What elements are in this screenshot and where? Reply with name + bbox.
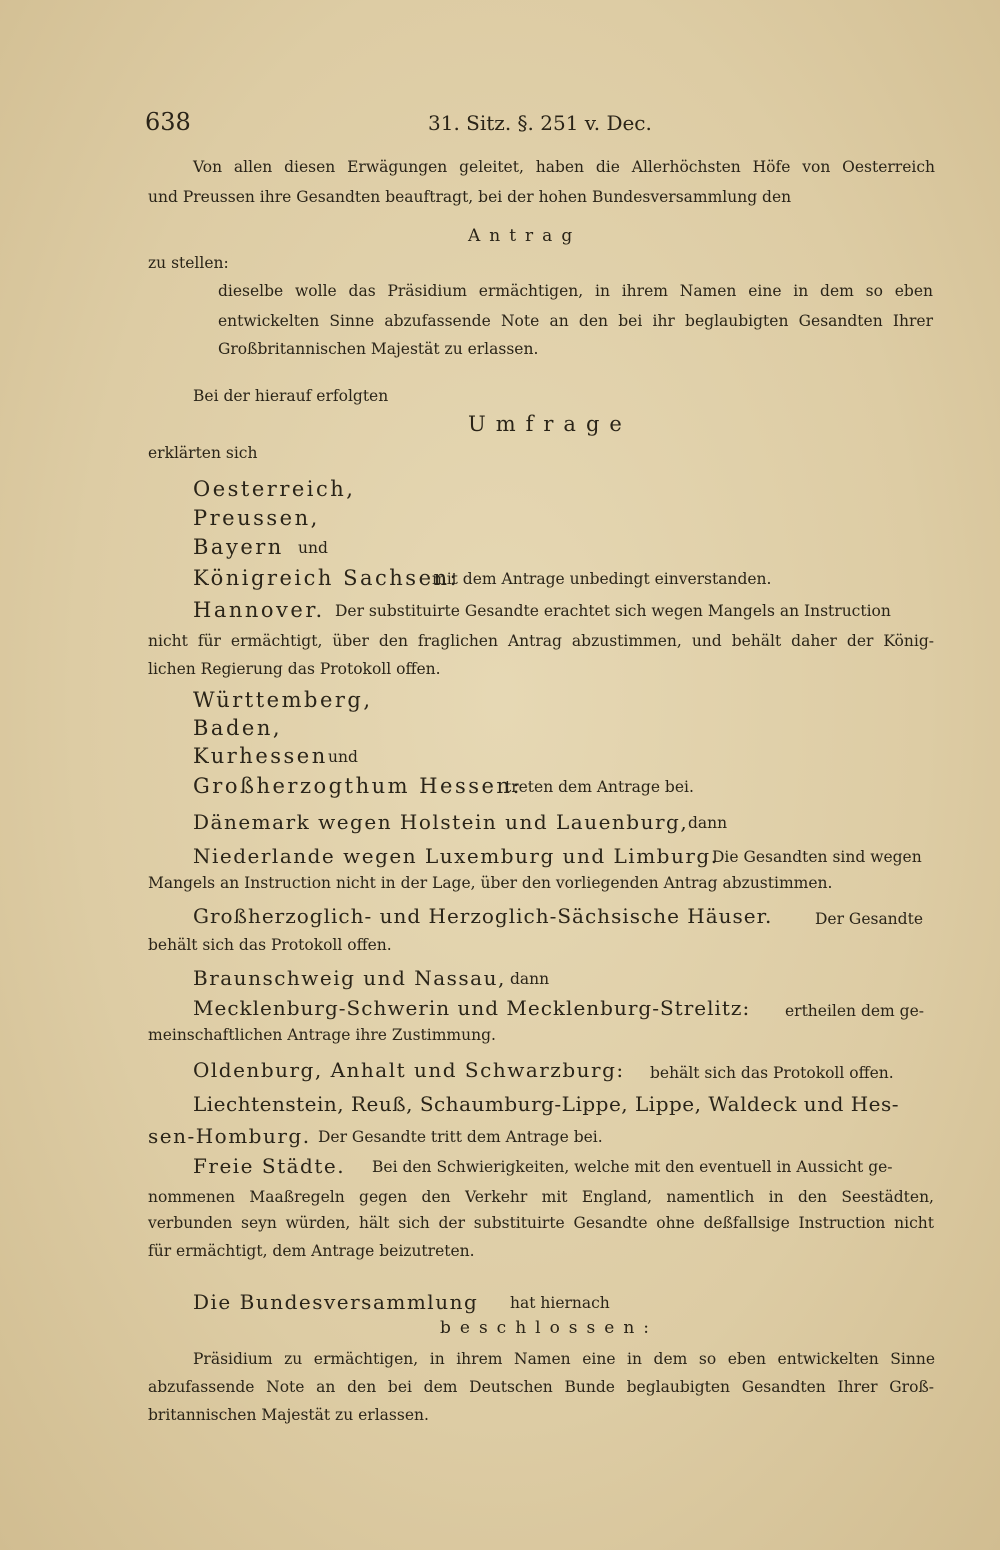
resolution-intro-rest: hat hiernach: [510, 1294, 610, 1312]
state-name: Württemberg,: [193, 688, 373, 712]
vote-text: Der substituirte Gesandte erachtet sich wegen Mangels an Instruction: [335, 602, 891, 620]
state-name: Niederlande wegen Luxemburg und Limburg.: [193, 844, 719, 868]
vote-text: ertheilen dem ge-: [785, 1002, 925, 1020]
state-name: Freie Städte.: [193, 1154, 346, 1178]
state-name: Großherzoglich- und Herzoglich-Sächsische Häuser.: [193, 904, 773, 928]
motion-line: Großbritannischen Majestät zu erlassen.: [218, 340, 539, 358]
state-name: Oesterreich,: [193, 477, 356, 501]
vote-text: mit dem Antrage unbedingt einverstanden.: [432, 570, 772, 588]
conjunction: und: [328, 748, 358, 766]
vote-text: Der Gesandte: [815, 910, 923, 928]
paragraph-line: Von allen diesen Erwägungen geleitet, haben die Allerhöchsten Höfe von Oesterreich: [193, 158, 935, 176]
state-name: Braunschweig und Nassau,: [193, 966, 506, 990]
state-name: Dänemark wegen Holstein und Lauenburg,: [193, 810, 689, 834]
vote-text: treten dem Antrage bei.: [505, 778, 694, 796]
vote-text: meinschaftlichen Antrage ihre Zustimmung.: [148, 1026, 496, 1044]
resolution-line: britannischen Majestät zu erlassen.: [148, 1406, 429, 1424]
section-heading-umfrage: Umfrage: [468, 412, 632, 436]
vote-text: behält sich das Protokoll offen.: [650, 1064, 894, 1082]
vote-text: Der Gesandte tritt dem Antrage bei.: [318, 1128, 603, 1146]
paragraph-line: zu stellen:: [148, 254, 229, 272]
state-name: Mecklenburg-Schwerin und Mecklenburg-Strelitz:: [193, 996, 751, 1020]
state-name: Oldenburg, Anhalt und Schwarzburg:: [193, 1058, 625, 1082]
motion-line: dieselbe wolle das Präsidium ermächtigen, in ihrem Namen eine in dem so eben: [218, 282, 933, 300]
vote-text: lichen Regierung das Protokoll offen.: [148, 660, 441, 678]
vote-text: Die Gesandten sind wegen: [712, 848, 922, 866]
conjunction: dann: [510, 970, 550, 988]
resolution-line: Präsidium zu ermächtigen, in ihrem Namen eine in dem so eben entwickelten Sinne: [193, 1350, 935, 1368]
motion-line: entwickelten Sinne abzufassende Note an den bei ihr beglaubigten Gesandten Ihrer: [218, 312, 933, 330]
conjunction: und: [298, 539, 328, 557]
state-name: Hannover.: [193, 598, 325, 622]
vote-text: nicht für ermächtigt, über den fraglichen Antrag abzustimmen, und behält daher der König-: [148, 632, 934, 650]
vote-text: Mangels an Instruction nicht in der Lage, über den vorliegenden Antrag abzustimmen.: [148, 874, 833, 892]
paragraph-line: Bei der hierauf erfolgten: [193, 387, 389, 405]
section-heading-beschlossen: beschlossen:: [440, 1318, 658, 1338]
state-name: Großherzogthum Hessen:: [193, 774, 523, 798]
conjunction: dann: [688, 814, 728, 832]
state-name: Kurhessen: [193, 744, 328, 768]
resolution-intro: Die Bundesversammlung: [193, 1290, 479, 1314]
vote-text: verbunden seyn würden, hält sich der substituirte Gesandte ohne deßfallsige Instruction nicht: [148, 1214, 934, 1232]
state-name: Königreich Sachsen:: [193, 566, 460, 590]
section-heading-antrag: Antrag: [468, 226, 582, 246]
vote-text: Bei den Schwierigkeiten, welche mit den eventuell in Aussicht ge-: [372, 1158, 893, 1176]
resolution-line: abzufassende Note an den bei dem Deutschen Bunde beglaubigten Gesandten Ihrer Groß-: [148, 1378, 934, 1396]
state-name: Bayern: [193, 535, 284, 559]
paragraph-line: erklärten sich: [148, 444, 258, 462]
vote-text: für ermächtigt, dem Antrage beizutreten.: [148, 1242, 475, 1260]
state-name: sen-Homburg.: [148, 1124, 311, 1148]
state-name: Preussen,: [193, 506, 320, 530]
vote-text: nommenen Maaßregeln gegen den Verkehr mit England, namentlich in den Seestädten,: [148, 1188, 934, 1206]
vote-text: behält sich das Protokoll offen.: [148, 936, 392, 954]
running-title: 31. Sitz. §. 251 v. Dec.: [428, 111, 652, 135]
state-name: Baden,: [193, 716, 283, 740]
state-name: Liechtenstein, Reuß, Schaumburg-Lippe, Lippe, Waldeck und Hes-: [193, 1092, 900, 1116]
paragraph-line: und Preussen ihre Gesandten beauftragt, bei der hohen Bundesversammlung den: [148, 188, 792, 206]
page-number: 638: [145, 108, 191, 136]
